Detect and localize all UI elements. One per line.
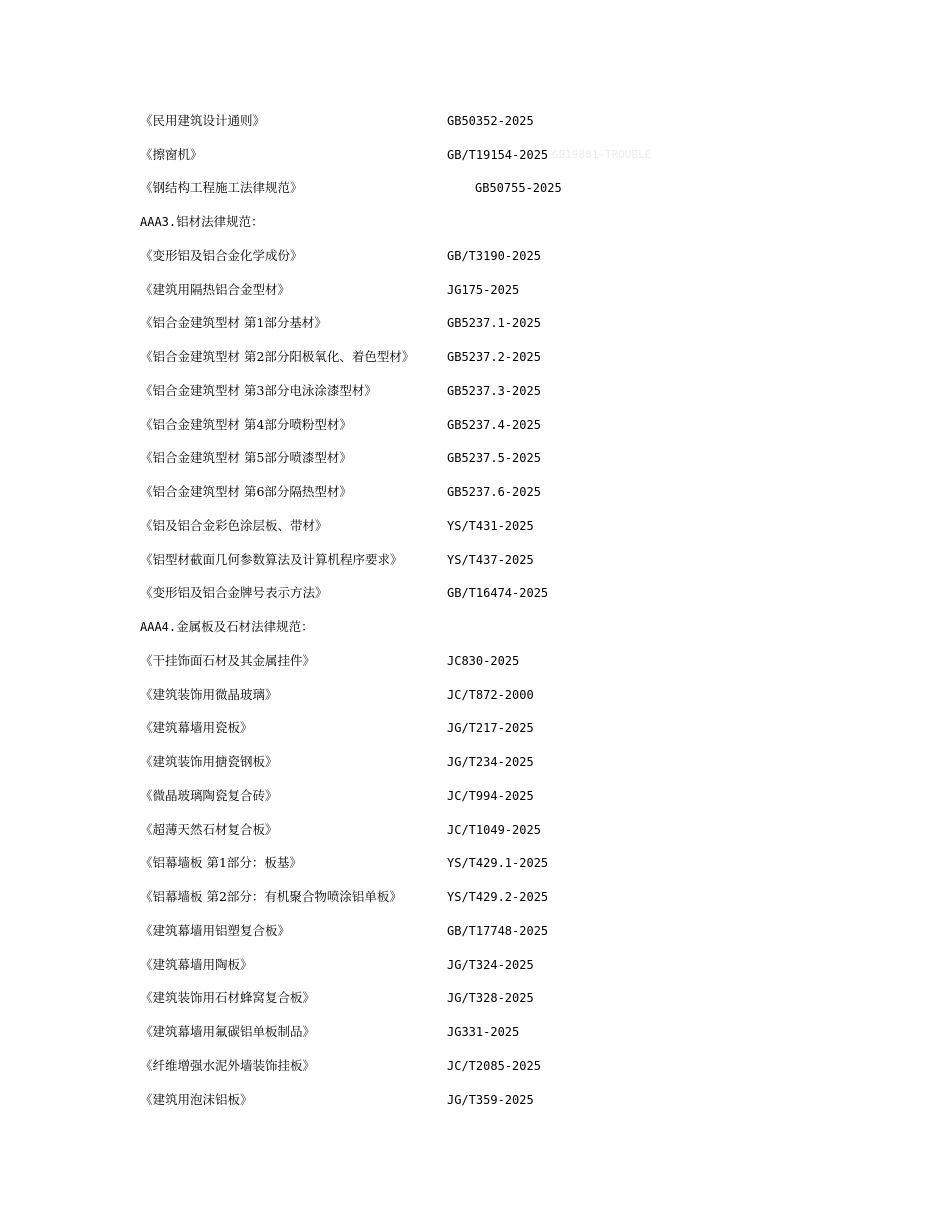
standard-name: 《建筑用隔热铝合金型材》 [140,282,291,297]
list-item [140,820,840,840]
standard-name: 《建筑装饰用搪瓷钢板》 [140,754,278,769]
section-heading [140,212,840,232]
list-item [140,111,840,131]
standard-name: 《铝合金建筑型材 第6部分隔热型材》 [140,484,352,499]
list-item [140,516,840,536]
list-item [140,651,840,671]
list-item [140,313,840,333]
section-heading [140,617,840,637]
standard-code: GB5237.1-2025 [447,316,541,330]
standard-name: 《建筑幕墙用铝塑复合板》 [140,923,291,938]
standard-code: GB50352-2025 [447,114,534,128]
standard-name: 《铝合金建筑型材 第4部分喷粉型材》 [140,417,352,432]
standard-name: 《铝幕墙板 第1部分：板基》 [140,855,302,870]
standard-code: GB/T3190-2025 [447,249,541,263]
section-title: 铝材法律规范： [176,214,264,229]
standard-code: YS/T437-2025 [447,553,534,567]
standard-code: GB/T19154-2025 [447,148,549,162]
list-item [140,178,840,198]
standard-code: GB5237.4-2025 [447,418,541,432]
standard-code: JC/T1049-2025 [447,823,541,837]
standard-code: JC/T994-2025 [447,789,534,803]
standard-code: JC/T872-2000 [447,688,534,702]
list-item [140,1056,840,1076]
list-item [140,347,840,367]
standard-code: YS/T429.2-2025 [447,890,549,904]
standard-name: 《铝合金建筑型材 第5部分喷漆型材》 [140,450,352,465]
standard-code: JG/T324-2025 [447,958,534,972]
section-number: AAA4. [140,620,177,634]
standard-name: 《超薄天然石材复合板》 [140,822,278,837]
list-item [140,955,840,975]
standard-code: JG/T328-2025 [447,991,534,1005]
standard-name: 《建筑幕墙用陶板》 [140,957,253,972]
list-item [140,448,840,468]
standard-code: GB5237.6-2025 [447,485,541,499]
standard-name: 《建筑用泡沫铝板》 [140,1092,253,1107]
standard-name: 《铝合金建筑型材 第2部分阳极氧化、着色型材》 [140,349,415,364]
standard-code: JC830-2025 [447,654,520,668]
faint-overlay-text: GB19881-TROUBLE [552,148,652,161]
list-item [140,583,840,603]
standard-code: GB5237.2-2025 [447,350,541,364]
standard-name: 《建筑幕墙用瓷板》 [140,720,253,735]
section-title: 金属板及石材法律规范： [176,619,314,634]
list-item [140,1022,840,1042]
standard-code: GB5237.5-2025 [447,451,541,465]
standard-code: GB5237.3-2025 [447,384,541,398]
standard-name: 《铝型材截面几何参数算法及计算机程序要求》 [140,552,403,567]
standard-name: 《民用建筑设计通则》 [140,113,266,128]
standard-name: 《铝幕墙板 第2部分：有机聚合物喷涂铝单板》 [140,889,402,904]
list-item [140,415,840,435]
standard-name: 《干挂饰面石材及其金属挂件》 [140,653,316,668]
section-number: AAA3. [140,215,177,229]
standard-code: YS/T431-2025 [447,519,534,533]
list-item [140,685,840,705]
standard-code: JG/T234-2025 [447,755,534,769]
standard-name: 《变形铝及铝合金化学成份》 [140,248,303,263]
standard-code: GB50755-2025 [475,181,562,195]
standard-name: 《建筑装饰用石材蜂窝复合板》 [140,990,316,1005]
standard-name: 《纤维增强水泥外墙装饰挂板》 [140,1058,316,1073]
list-item [140,280,840,300]
standard-code: JG175-2025 [447,283,520,297]
list-item [140,550,840,570]
list-item [140,482,840,502]
standard-code: JG/T359-2025 [447,1093,534,1107]
standard-name: 《微晶玻璃陶瓷复合砖》 [140,788,278,803]
standard-name: 《铝合金建筑型材 第3部分电泳涂漆型材》 [140,383,377,398]
standard-name: 《铝合金建筑型材 第1部分基材》 [140,315,327,330]
list-item [140,853,840,873]
list-item [140,786,840,806]
list-item [140,1090,840,1110]
standard-code: GB/T16474-2025 [447,586,549,600]
standard-name: 《擦窗机》 [140,147,203,162]
standard-code: GB/T17748-2025 [447,924,549,938]
list-item [140,381,840,401]
standard-name: 《变形铝及铝合金牌号表示方法》 [140,585,328,600]
standard-name: 《建筑装饰用微晶玻璃》 [140,687,278,702]
standard-name: 《铝及铝合金彩色涂层板、带材》 [140,518,328,533]
list-item [140,246,840,266]
standard-code: JC/T2085-2025 [447,1059,541,1073]
list-item [140,752,840,772]
standard-name: 《钢结构工程施工法律规范》 [140,180,303,195]
list-item [140,887,840,907]
standard-name: 《建筑幕墙用氟碳铝单板制品》 [140,1024,316,1039]
list-item [140,718,840,738]
list-item [140,921,840,941]
list-item [140,988,840,1008]
list-item [140,145,840,165]
standard-code: JG/T217-2025 [447,721,534,735]
standard-code: YS/T429.1-2025 [447,856,549,870]
standard-code: JG331-2025 [447,1025,520,1039]
